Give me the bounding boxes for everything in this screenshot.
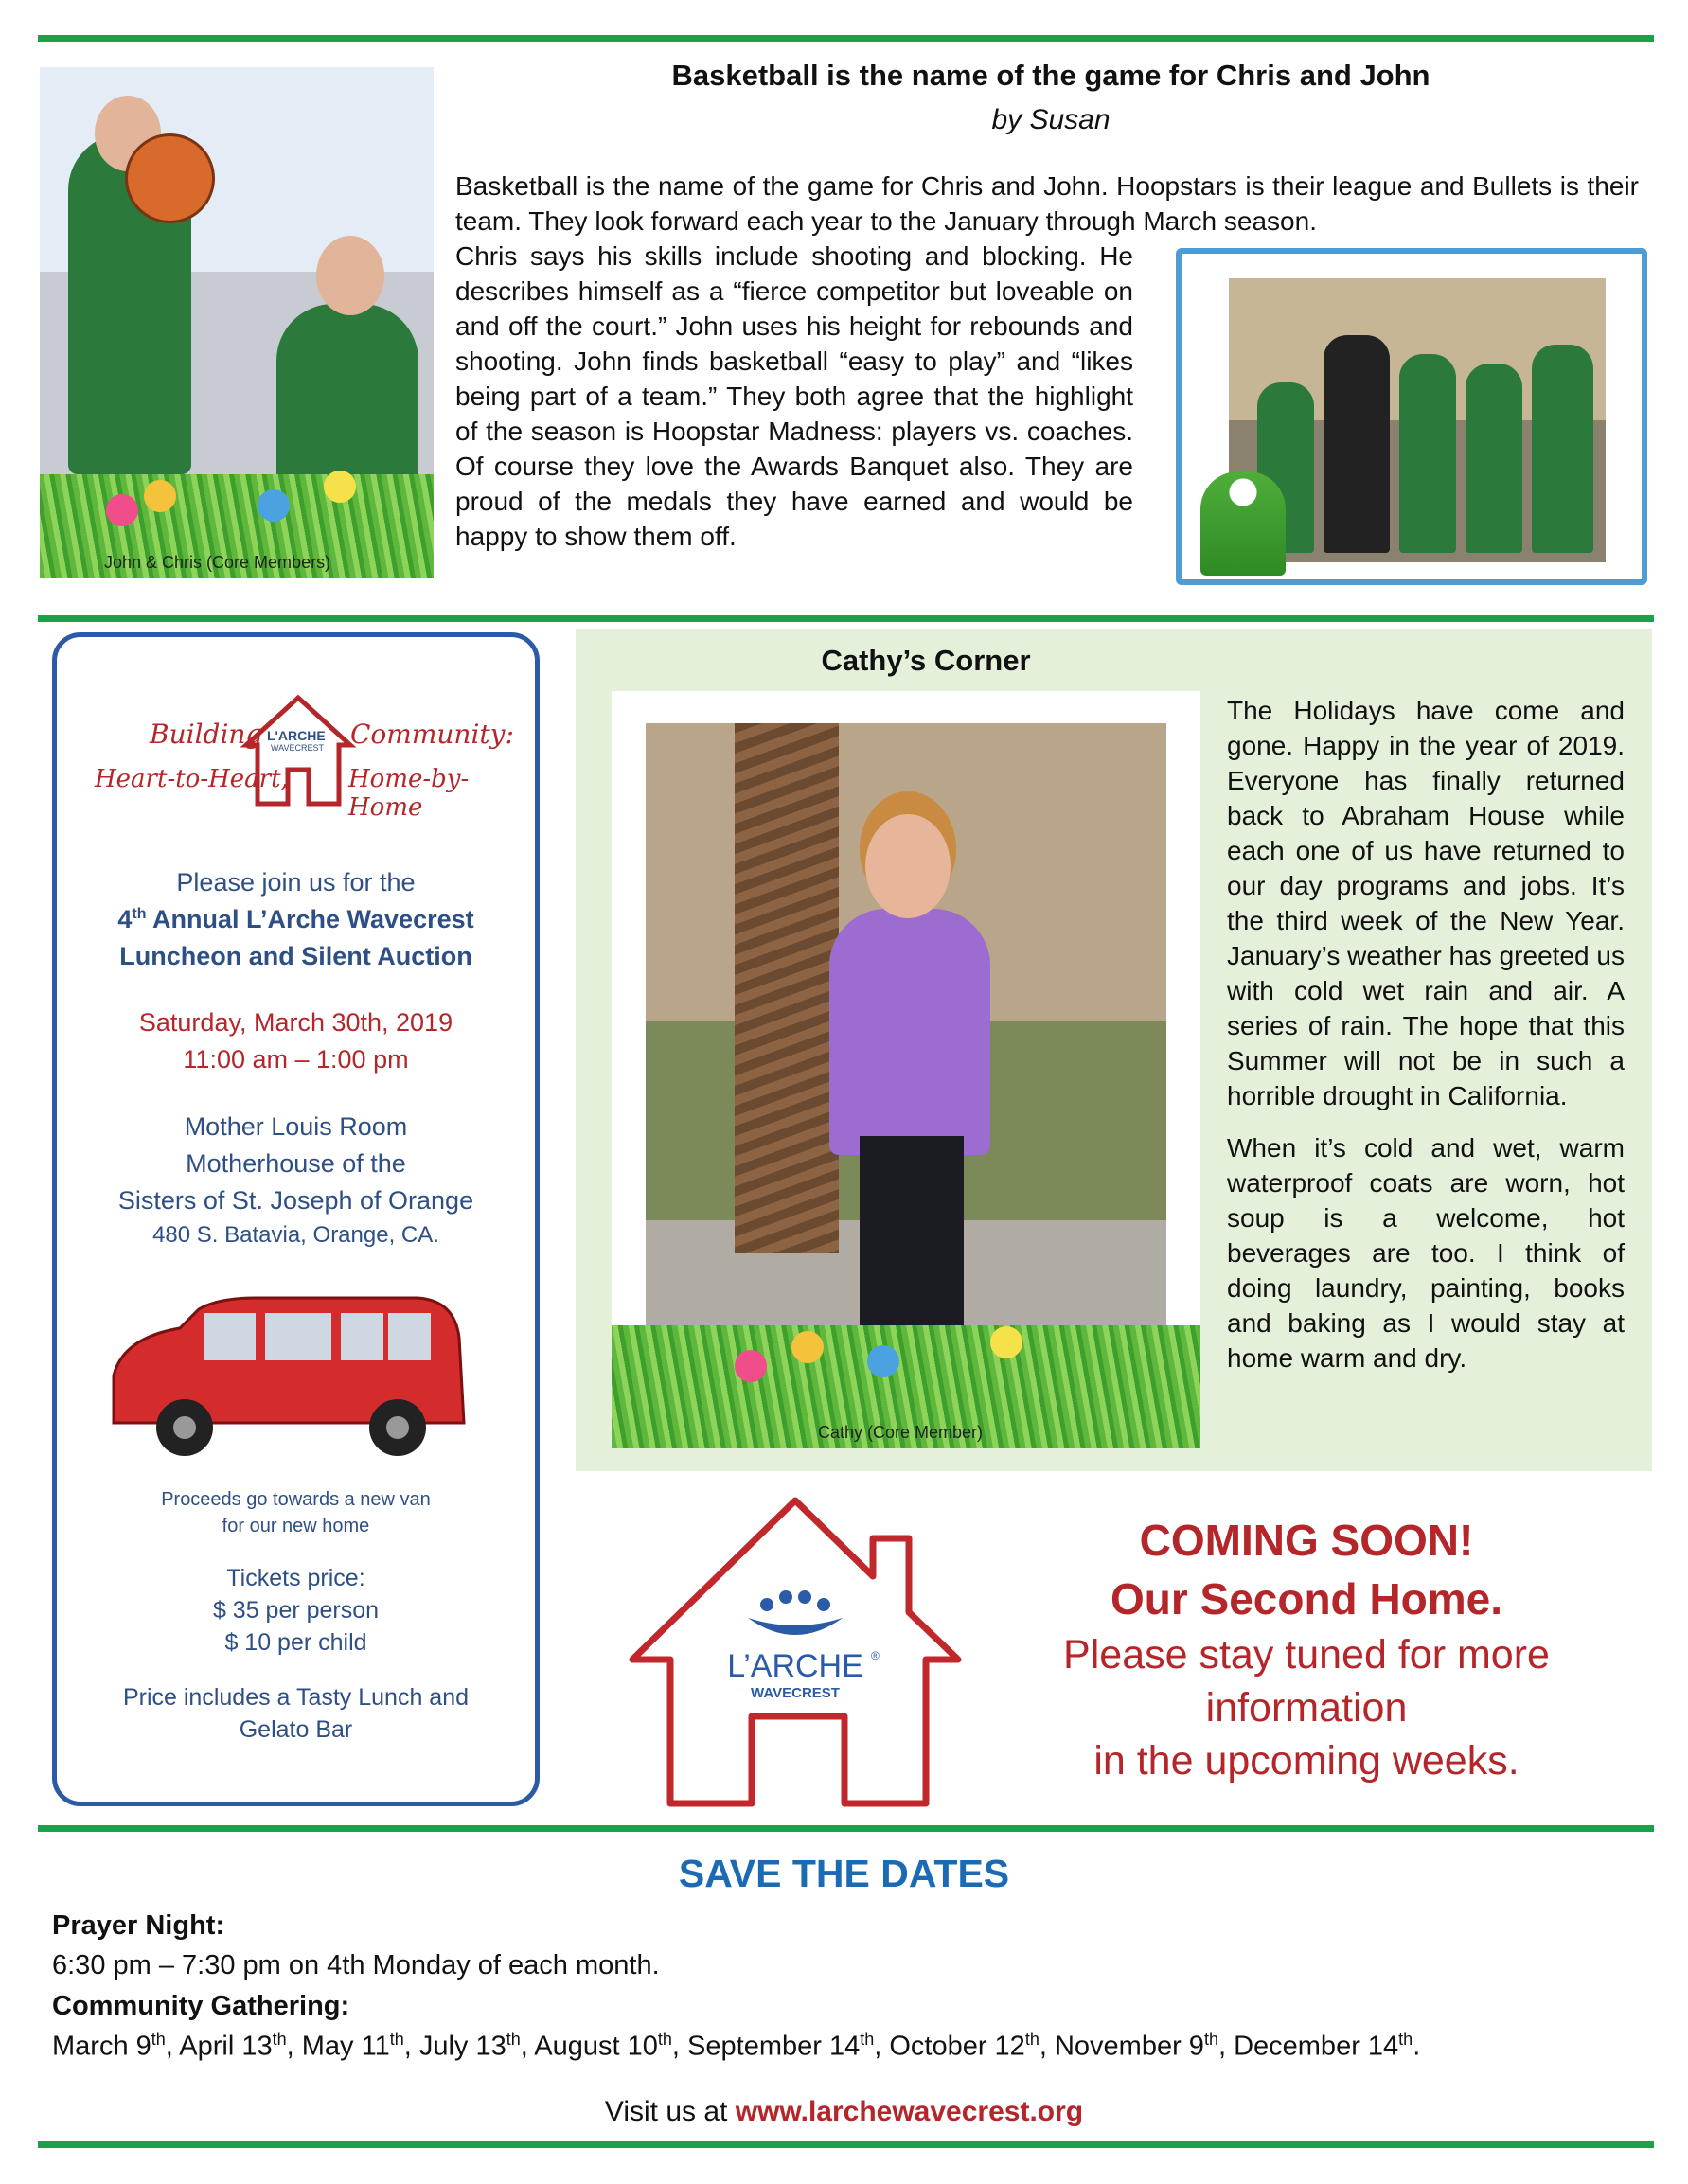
gathering-date-separator: ,	[1217, 2031, 1235, 2062]
lower-divider	[38, 1825, 1654, 1832]
community-gathering-label: Community Gathering:	[52, 1991, 350, 2021]
gathering-date-suffix: th	[151, 2030, 166, 2049]
flower-icon	[867, 1345, 899, 1377]
butterfly-icon	[990, 1326, 1022, 1358]
coming-soon-line-3: Please stay tuned for more	[1063, 1632, 1550, 1678]
bottom-divider	[38, 2141, 1654, 2148]
team-photo-frame	[1176, 248, 1647, 585]
gathering-date-separator: ,	[1039, 2031, 1055, 2062]
flyer-proceeds-2: for our new home	[222, 1516, 370, 1536]
butterfly-icon	[324, 471, 356, 503]
coming-soon-block	[1022, 1511, 1590, 1787]
gathering-date: September 14	[687, 2031, 861, 2062]
flyer-venue-1: Mother Louis Room	[184, 1112, 408, 1141]
flyer-logo-text: L'ARCHE	[267, 728, 326, 743]
cathy-photo	[612, 691, 1200, 1448]
flower-icon	[106, 494, 138, 526]
flyer-time: 11:00 am – 1:00 pm	[183, 1045, 409, 1074]
flower-icon	[735, 1350, 767, 1382]
cathys-corner-para-2: When it’s cold and wet, warm waterproof coats are worn, hot soup is a welcome, hot beverages are too. I think of doing laundry, painting, books and baking as I would stay at home warm and dry.	[1227, 1133, 1625, 1373]
gathering-date-suffix: th	[1398, 2030, 1413, 2049]
article-intro: Basketball is the name of the game for Chris and John. Hoopstars is their league and Bullets is their team. They look forward each year to the January through March season.	[455, 171, 1639, 236]
coming-soon-line-4: information	[1205, 1685, 1408, 1731]
logo-sub: WAVECREST	[751, 1685, 840, 1701]
flyer-ticket-child: $ 10 per child	[224, 1629, 367, 1656]
gathering-date: August 10	[534, 2031, 658, 2062]
gathering-date-suffix: th	[506, 2030, 521, 2049]
gathering-date-suffix: th	[657, 2030, 672, 2049]
gathering-date: November 9	[1054, 2031, 1204, 2062]
cathys-corner-para-1: The Holidays have come and gone. Happy in the year of 2019. Everyone has finally returned back to Abraham House while each one of us have returned to our day programs and jobs. It’s the third week of the New Year. January’s weather has greeted us with cold wet rain and air. A series of rain. The hope that this Summer will not be in such a horrible drought in California.	[1227, 696, 1625, 1110]
gathering-date: May 11	[301, 2031, 390, 2062]
person-figure	[829, 909, 990, 1155]
flyer-logo-sub: WAVECREST	[271, 743, 325, 753]
logo-name: L’ARCHE	[727, 1648, 863, 1684]
flyer-address: 480 S. Batavia, Orange, CA.	[152, 1222, 439, 1248]
flower-icon	[791, 1331, 824, 1363]
flyer-heading-right: Community:	[350, 719, 514, 750]
flyer-includes-1: Price includes a Tasty Lunch and	[122, 1684, 470, 1711]
larche-house-logo-icon	[625, 1491, 966, 1813]
luncheon-flyer	[52, 632, 540, 1806]
john-chris-photo	[40, 67, 434, 578]
gathering-date-separator: ,	[520, 2031, 535, 2062]
flower-icon	[258, 489, 290, 522]
photo-caption: John & Chris (Core Members)	[104, 553, 331, 572]
save-the-dates-title: SAVE THE DATES	[678, 1852, 1010, 1895]
flyer-sub-right: Home-by-Home	[348, 765, 470, 822]
gathering-date: October 12	[889, 2031, 1025, 2062]
gathering-date: December 14	[1234, 2031, 1399, 2062]
coming-soon-line-5: in the upcoming weeks.	[1093, 1738, 1519, 1784]
gathering-date-separator: ,	[671, 2031, 688, 2062]
flyer-date: Saturday, March 30th, 2019	[138, 1008, 453, 1037]
cathys-corner-text	[1227, 693, 1625, 1376]
flyer-venue-3: Sisters of St. Joseph of Orange	[117, 1186, 474, 1215]
flyer-invite: Please join us for the	[176, 868, 416, 897]
red-van-icon	[95, 1290, 473, 1470]
gathering-date-suffix: th	[272, 2030, 287, 2049]
prayer-night-time: 6:30 pm – 7:30 pm on 4th Monday of each month.	[52, 1950, 660, 1980]
flyer-proceeds-1: Proceeds go towards a new van	[161, 1489, 431, 1510]
basketball-icon	[125, 133, 215, 223]
top-divider	[38, 35, 1654, 42]
gathering-date: March 9	[52, 2031, 151, 2062]
footer-visit	[0, 2096, 1688, 2128]
person-head	[316, 236, 384, 315]
gathering-date-separator: ,	[286, 2031, 302, 2062]
prayer-night-label: Prayer Night:	[52, 1910, 225, 1941]
flyer-sub-left: Heart-to-Heart,	[95, 765, 289, 793]
website-link[interactable]: www.larchewavecrest.org	[735, 2096, 1084, 2127]
coming-soon-line-2: Our Second Home.	[1110, 1574, 1503, 1624]
gathering-date-separator: ,	[874, 2031, 890, 2062]
article-byline: by Susan	[991, 104, 1111, 135]
flyer-tickets-label: Tickets price:	[226, 1565, 365, 1591]
gathering-date-suffix: th	[389, 2030, 404, 2049]
flyer-heading-left: Building	[150, 719, 263, 750]
visit-label: Visit us at	[604, 2096, 736, 2127]
gathering-date-separator: .	[1413, 2031, 1421, 2062]
flyer-event-name-2: Luncheon and Silent Auction	[119, 942, 472, 970]
person-legs	[860, 1136, 964, 1335]
flower-icon	[144, 480, 176, 512]
coming-soon-line-1: COMING SOON!	[1139, 1516, 1474, 1565]
flyer-event-name: 4th Annual L’Arche Wavecrest	[117, 905, 474, 933]
palm-trunk	[735, 723, 839, 1253]
gathering-date-separator: ,	[403, 2031, 419, 2062]
cathys-corner-title: Cathy’s Corner	[821, 644, 1031, 677]
cathys-corner-panel	[576, 629, 1652, 1471]
flyer-includes-2: Gelato Bar	[239, 1716, 353, 1743]
person-head	[865, 814, 951, 918]
gathering-date-suffix: th	[1024, 2030, 1039, 2049]
logo-registered: ®	[871, 1649, 880, 1662]
flyer-ticket-adult: $ 35 per person	[212, 1597, 380, 1624]
photo-caption: Cathy (Core Member)	[818, 1423, 984, 1442]
community-gathering-dates	[52, 2030, 1420, 2063]
article-title: Basketball is the name of the game for Chris and John	[671, 59, 1430, 92]
gathering-date: July 13	[418, 2031, 506, 2062]
gathering-date-suffix: th	[1203, 2030, 1218, 2049]
gathering-date-suffix: th	[860, 2030, 875, 2049]
snowdrop-flower-icon	[1200, 471, 1286, 576]
gathering-date: April 13	[179, 2031, 273, 2062]
flyer-venue-2: Motherhouse of the	[186, 1149, 406, 1178]
gathering-date-separator: ,	[165, 2031, 180, 2062]
middle-divider	[38, 615, 1654, 622]
article-body: Chris says his skills include shooting and blocking. He describes himself as a “fierce competitor but loveable on and off the court.” John uses his height for rebounds and shooting. John finds basketball “easy to play” and “likes being part of a team.” They both agree that the highlight of the season is Hoopstar Madness: players vs. coaches. Of course they love the Awards Banquet also. They are proud of the medals they have earned and would be happy to show them off.	[455, 241, 1133, 551]
